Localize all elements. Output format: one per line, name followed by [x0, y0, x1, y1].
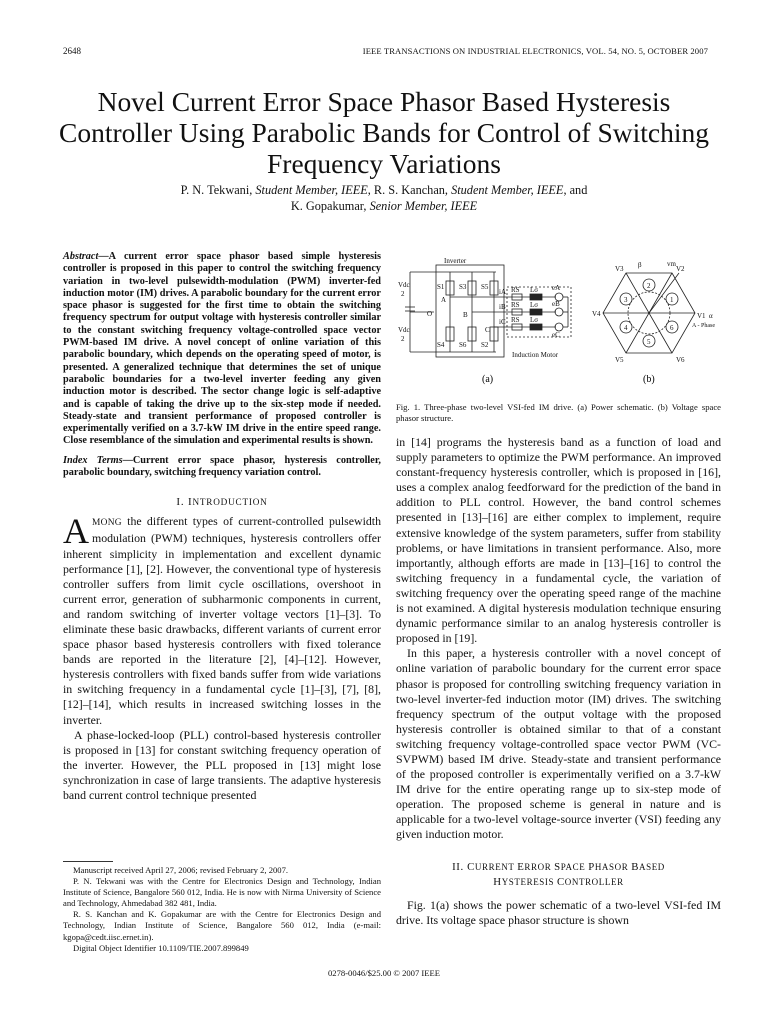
journal-header: IEEE TRANSACTIONS ON INDUSTRIAL ELECTRONICS, VOL. 54, NO. 5, OCTOBER 2007 [362, 46, 708, 56]
author-3-name: K. Gopakumar, [290, 198, 370, 213]
s2-ysteresis: YSTERESIS [501, 876, 557, 887]
s2-c2: C [556, 875, 565, 888]
section-1-body [63, 511, 381, 803]
vector-v2-label: V2 [676, 265, 685, 273]
s2-ontroller: ONTROLLER [564, 876, 624, 887]
label-ls-a: Lσ [530, 286, 539, 294]
footnotes [63, 865, 381, 954]
label-s5: S5 [481, 283, 489, 291]
footnote-authors-2-3: R. S. Kanchan and K. Gopakumar are with the Centre for Electronics Design and Technology, Indian Institute of Science, Bangalore 560 012, India (e-mail: kgopa@cedt.iisc.ernet.in). [63, 909, 381, 942]
dropcap-lead-word: MONG [92, 518, 122, 529]
page-number: 2648 [63, 46, 81, 56]
figure-1-caption: Fig. 1. Three-phase two-level VSI-fed IM drive. (a) Power schematic. (b) Voltage space phasor structure. [396, 402, 721, 423]
left-column [63, 251, 381, 803]
s2-ased: ASED [639, 861, 665, 872]
label-o: O [427, 310, 433, 318]
label-rs-a: RS [511, 286, 520, 294]
sector-6-number: 6 [670, 324, 674, 332]
vector-v4-label: V4 [592, 310, 601, 318]
s2-p: P [588, 860, 595, 873]
sector-5-number: 5 [647, 338, 651, 346]
s2-pace: PACE [560, 861, 589, 872]
label-rs-c: RS [511, 316, 520, 324]
s2-e: E [517, 860, 525, 873]
label-a: A [441, 296, 447, 304]
copyright-footer: 0278-0046/$25.00 © 2007 IEEE [327, 968, 441, 978]
label-rs-b: RS [511, 301, 520, 309]
section-1-paragraph-4: In this paper, a hysteresis controller with a novel concept of online variation of parabolic boundary for the current error space phasor is proposed for controlling switching frequency variation in two-level inverter-fed induction motor (IM) drives. The switching frequency spectrum of the output voltage with the proposed hysteresis controller is obtained similar to that of a constant switching frequency voltage-controlled space vector PWM (VC-SVPWM) based IM drive. Steady-state and transient performance of the proposed controller is experimentally verified on a 3.7-kW IM drive for the entire operating range up to six-step mode of operation. The proposed scheme is general in nature and is applicable for a two-level voltage-source inverter (VSI) feeding any given induction motor. [396, 646, 721, 842]
footnote-author-1: P. N. Tekwani was with the Centre for Electronics Design and Technology, Indian Institute of Science, Bangalore 560 012, India. He is now with Nirma University of Science and Technology, Ahmedabad 382 481, India. [63, 876, 381, 909]
author-1-name: P. N. Tekwani, [180, 183, 256, 197]
section-2-paragraph-1: Fig. 1(a) shows the power schematic of a two-level VSI-fed IM drive. Its voltage space phasor structure is shown [396, 897, 721, 927]
section-1-paragraph-2: A phase-locked-loop (PLL) control-based hysteresis controller is proposed in [13] for constant switching frequency operation of the inverter. However, the PLL proposed in [13] might lose synchronization in case of large transients. The adaptive hysteresis band current control technique presented [63, 727, 381, 803]
right-column-text [396, 435, 721, 843]
author-separator-1: , R. S. Kanchan, [367, 183, 452, 197]
index-terms [63, 455, 381, 480]
s2-b: B [631, 860, 639, 873]
section-2-body [396, 898, 721, 928]
label-s6: S6 [459, 341, 467, 349]
emf-source-b [555, 308, 563, 316]
label-b: B [463, 311, 468, 319]
abstract-label: Abstract [63, 251, 99, 262]
label-vdc-bottom: Vdc [398, 326, 410, 334]
footnote-doi: Digital Object Identifier 10.1109/TIE.2007.899849 [73, 942, 249, 953]
abstract-text: —A current error space phasor based simple hysteresis controller is proposed in this paper to control the switching frequency variation in two-level pulsewidth-modulation (PWM) inverter-fed induction motor (IM) drives. A parabolic boundary for the current error space phasor is suggested for the first time to obtain the switching frequency spectrum for output voltage with hysteresis controller similar to the constant switching frequency voltage-controlled space vector PWM-based IM drive. A novel concept of online variation of this parabolic boundary, which depends on the operating speed of motor, is presented. A generalized technique that determines the set of unique parabolic boundaries for a two-level inverter feeding any given induction motor is described. The sector change logic is self-adaptive and is capable of taking the drive up to the six-step mode if needed. Steady-state and transient performance of proposed controller is experimentally verified on a 3.7-kW IM drive in the entire speed range. Close resemblance of the simulation and experimental results is shown. [63, 251, 381, 447]
label-ia: iA [499, 288, 506, 296]
label-inverter: Inverter [444, 257, 467, 265]
label-s3: S3 [459, 283, 467, 291]
label-ib: iB [499, 303, 506, 311]
section-1-title-rest: NTRODUCTION [192, 497, 268, 508]
label-ls-c: Lσ [530, 316, 539, 324]
label-vdc-top: Vdc [398, 281, 410, 289]
label-ec: eC [552, 331, 560, 339]
inductor-c [530, 324, 542, 330]
sector-1-number: 1 [670, 296, 674, 304]
label-s4: S4 [437, 341, 445, 349]
author-2-role: Student Member, IEEE [451, 183, 564, 197]
footnote-manuscript: Manuscript received April 27, 2006; revised February 2, 2007. [73, 865, 289, 875]
s2-hasor: HASOR [594, 861, 632, 872]
s2-h: H [493, 875, 502, 888]
emf-source-c [555, 323, 563, 331]
label-alpha: α [709, 312, 713, 320]
inductor-b [530, 309, 542, 315]
figure-1 [396, 257, 721, 423]
s2-rror: RROR [524, 861, 555, 872]
label-eb: eB [552, 300, 560, 308]
abstract [63, 251, 381, 448]
label-ic: iC [499, 318, 506, 326]
vector-v6-label: V6 [676, 356, 685, 364]
paper-title: Novel Current Error Space Phasor Based Hysteresis Controller Using Parabolic Bands for Control of Switching Frequency Variations [59, 86, 709, 179]
section-1-paragraph-1-text: the different types of current-controlled pulsewidth modulation (PWM) techniques, hysteresis controllers offer inherent simplicity in implementation and excellent dynamic performance [1], [2]. However, the conventional type of hysteresis controller suffers from limit cycle oscillations, overshoot in current error, generation of subharmonic components in current, and random switching of inverter voltage vectors [1]–[3]. To eliminate these basic drawbacks, different variants of current error space phasor based hysteresis controllers with fixed tolerance bands are reported in the literature [2], [4]–[12]. However, hysteresis controllers with fixed bands suffer from wide variations in switching frequency in a fundamental cycle [1]–[3], [7], [8], [12]–[14], which results in increased switching losses in the inverter. [63, 514, 381, 727]
label-s2: S2 [481, 341, 489, 349]
label-induction-motor: Induction Motor [512, 351, 559, 359]
author-3-role: Senior Member, IEEE [369, 198, 478, 213]
section-1-title-initial: I [187, 496, 193, 509]
section-1-heading [63, 496, 381, 508]
label-c: C [485, 326, 490, 334]
s2-urrent: URRENT [474, 861, 518, 872]
section-1-paragraph-3: in [14] programs the hysteresis band as a function of load and supply parameters to optimize the PWM performance. An improved constant-frequency hysteresis controller, which is proposed in [16], uses a complex analog feedforward for the prediction of the band in addition to PLL control. However, the band control schemes presented in [13]–[16] are either complex to implement, require extensive knowledge of the system parameters, suffer from stability problems, or have limitations in transient performance. Also, more importantly, although efforts are made in [13]–[16] to control the switching frequency in a fundamental cycle, the variation of switching frequency over the operating speed range of the machine is not examined. A digital hysteresis modulation technique ensuring dynamic performance similar to an analog hysteresis controller is proposed in [19]. [396, 435, 721, 646]
label-s1: S1 [437, 283, 445, 291]
s2-c: C [467, 860, 475, 873]
figure-1-drawing [396, 257, 721, 389]
sector-3-number: 3 [624, 296, 628, 304]
author-separator-2: , and [563, 183, 588, 197]
label-ea: eA [552, 284, 561, 292]
right-column [396, 257, 721, 928]
index-terms-label: Index Terms [63, 454, 123, 466]
subfigure-a-label: (a) [482, 374, 494, 385]
sector-2-number: 2 [647, 282, 651, 290]
inductor-a [530, 294, 542, 300]
section-2-heading [396, 860, 721, 890]
subfigure-b-label: (b) [643, 374, 655, 385]
author-list [40, 183, 728, 214]
section-1-paragraph-1 [63, 511, 381, 727]
label-a-phase: A - Phase [692, 323, 715, 329]
label-two-top: 2 [401, 290, 405, 298]
reference-vector [649, 273, 679, 313]
s2-s: S [554, 860, 561, 873]
label-vm: vm [667, 260, 676, 268]
vector-v3-label: V3 [615, 265, 624, 273]
label-beta: β [638, 261, 642, 269]
sector-4-number: 4 [624, 324, 628, 332]
section-2-numeral: II. [452, 860, 468, 873]
vector-v5-label: V5 [615, 356, 624, 364]
section-1-numeral: I. [176, 496, 188, 509]
footnote-rule [63, 861, 113, 862]
author-1-role: Student Member, IEEE [255, 183, 368, 197]
label-ls-b: Lσ [530, 301, 539, 309]
dropcap-letter: A [63, 511, 89, 552]
label-two-bottom: 2 [401, 335, 405, 343]
index-terms-text: —Current error space phasor, hysteresis controller, parabolic boundary, switching frequency variation control. [63, 454, 381, 479]
vector-v1-label: V1 [697, 312, 706, 320]
